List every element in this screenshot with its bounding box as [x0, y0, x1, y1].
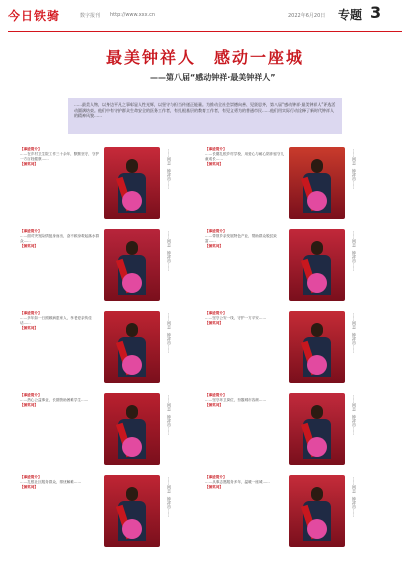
profile-card: [20, 229, 220, 305]
award-label: 【颁奖词】: [20, 162, 38, 166]
person-head: [311, 405, 323, 419]
photo-caption: ……同志 钟祥市……: [352, 231, 357, 271]
profile-card: [20, 311, 220, 387]
award-label: 【颁奖词】: [20, 244, 38, 248]
issue-date: 2022年6月20日: [288, 13, 326, 19]
profile-body: ……热心公益事业，长期资助困难学生……: [20, 398, 89, 402]
profile-label: 【事迹简介】: [205, 311, 227, 315]
profile-card: [20, 475, 220, 551]
masthead-rule: [8, 31, 402, 32]
flower-bouquet: [122, 273, 142, 293]
awardee-photo: [104, 229, 160, 301]
masthead: [0, 0, 410, 32]
profile-card: [205, 311, 405, 387]
profile-card: [205, 475, 405, 551]
award-label: 【颁奖词】: [205, 244, 223, 248]
profile-label: 【事迹简介】: [205, 475, 227, 479]
awardee-photo: [289, 311, 345, 383]
awardee-photo: [104, 393, 160, 465]
person-head: [126, 405, 138, 419]
flower-bouquet: [122, 191, 142, 211]
profile-text: [20, 311, 102, 331]
profile-label: 【事迹简介】: [205, 147, 227, 151]
masthead-domain: 数字报刊: [80, 13, 101, 19]
profile-text: [205, 147, 287, 167]
person-head: [126, 159, 138, 173]
profile-card: [20, 147, 220, 223]
award-label: 【颁奖词】: [205, 403, 223, 407]
flower-bouquet: [307, 273, 327, 293]
person-head: [311, 159, 323, 173]
person-head: [311, 241, 323, 255]
profile-card: [20, 393, 220, 469]
profile-card: [205, 147, 405, 223]
photo-caption: ……同志 钟祥市……: [352, 313, 357, 353]
profile-text: [205, 393, 287, 408]
awardee-photo: [104, 311, 160, 383]
profile-label: 【事迹简介】: [205, 393, 227, 397]
awardee-photo: [289, 147, 345, 219]
profile-body: ……多年如一日照顾病患家人，孝老爱亲传佳话……: [20, 316, 92, 325]
person-head: [311, 487, 323, 501]
profile-body: ……坚守环卫岗位，扮靓城市容颜……: [205, 398, 267, 402]
profile-body: ……长期扎根乡村学校，用爱心与耐心陪伴留守儿童成长……: [205, 152, 285, 161]
award-label: 【颁奖词】: [20, 403, 38, 407]
flower-bouquet: [122, 519, 142, 539]
profile-label: 【事迹简介】: [20, 229, 42, 233]
person-head: [126, 323, 138, 337]
photo-caption: ……同志 钟祥市……: [167, 149, 172, 189]
awardee-photo: [289, 229, 345, 301]
profile-text: [205, 311, 287, 326]
newspaper-logo: 今日铁骑: [8, 9, 61, 23]
section-name: 专题: [338, 8, 363, 22]
masthead-url: http://www.xxx.cn: [110, 12, 156, 18]
profile-body: ……从事志愿服务多年，温暖一座城……: [205, 480, 270, 484]
flower-bouquet: [307, 191, 327, 211]
flower-bouquet: [307, 355, 327, 375]
profile-text: [20, 393, 102, 408]
photo-caption: ……同志 钟祥市……: [167, 477, 172, 517]
profile-text: [20, 147, 102, 167]
profile-body: ……扎根社区服务群众，排忧解难……: [20, 480, 82, 484]
profile-label: 【事迹简介】: [20, 475, 42, 479]
headline: 最美钟祥人 感动一座城: [105, 48, 304, 67]
flower-bouquet: [122, 437, 142, 457]
profile-card: [205, 393, 405, 469]
photo-caption: ……同志 钟祥市……: [352, 149, 357, 189]
profile-text: [20, 475, 102, 490]
profile-body: ……坚守公安一线，守护一方平安……: [205, 316, 267, 320]
awardee-photo: [289, 393, 345, 465]
profile-body: ……面对突发险情挺身而出，奋不顾身救起落水群众……: [20, 234, 100, 243]
profile-text: [205, 229, 287, 249]
award-label: 【颁奖词】: [205, 485, 223, 489]
photo-caption: ……同志 钟祥市……: [352, 395, 357, 435]
profile-body: ……带领乡亲发展特色产业，帮助群众脱贫致富……: [205, 234, 277, 243]
profile-label: 【事迹简介】: [20, 311, 42, 315]
award-label: 【颁奖词】: [20, 326, 38, 330]
profile-label: 【事迹简介】: [205, 229, 227, 233]
person-head: [126, 241, 138, 255]
flower-bouquet: [307, 519, 327, 539]
awardee-photo: [104, 147, 160, 219]
person-head: [126, 487, 138, 501]
profile-label: 【事迹简介】: [20, 147, 42, 151]
awardee-photo: [104, 475, 160, 547]
photo-caption: ……同志 钟祥市……: [167, 395, 172, 435]
photo-caption: ……同志 钟祥市……: [352, 477, 357, 517]
photo-caption: ……同志 钟祥市……: [167, 231, 172, 271]
intro-text: ……最美人物，以身边平凡之事彰显人性光辉，以坚守与担当传递正能量。为推动全社会崇德向善、见贤思齐，第八届“感动钟祥·最美钟祥人”评选活动圆满结束。他们中有守护群众生命安全的医务工作者，有扎根基层的教育工作者，有见义勇为的普通市民……他们用实际行动诠释了新时代钟祥人的精神风貌……: [68, 98, 342, 134]
page-number: 3: [370, 3, 382, 22]
flower-bouquet: [307, 437, 327, 457]
flower-bouquet: [122, 355, 142, 375]
award-label: 【颁奖词】: [20, 485, 38, 489]
profile-label: 【事迹简介】: [20, 393, 42, 397]
award-label: 【颁奖词】: [205, 162, 223, 166]
profile-body: ……在乡村卫生院工作三十余年，默默坚守，守护一方百姓健康……: [20, 152, 100, 161]
profile-text: [205, 475, 287, 490]
photo-caption: ……同志 钟祥市……: [167, 313, 172, 353]
profile-text: [20, 229, 102, 249]
awardee-photo: [289, 475, 345, 547]
profile-card: [205, 229, 405, 305]
subtitle: ——第八届“感动钟祥·最美钟祥人”: [150, 73, 276, 82]
person-head: [311, 323, 323, 337]
award-label: 【颁奖词】: [205, 321, 223, 325]
